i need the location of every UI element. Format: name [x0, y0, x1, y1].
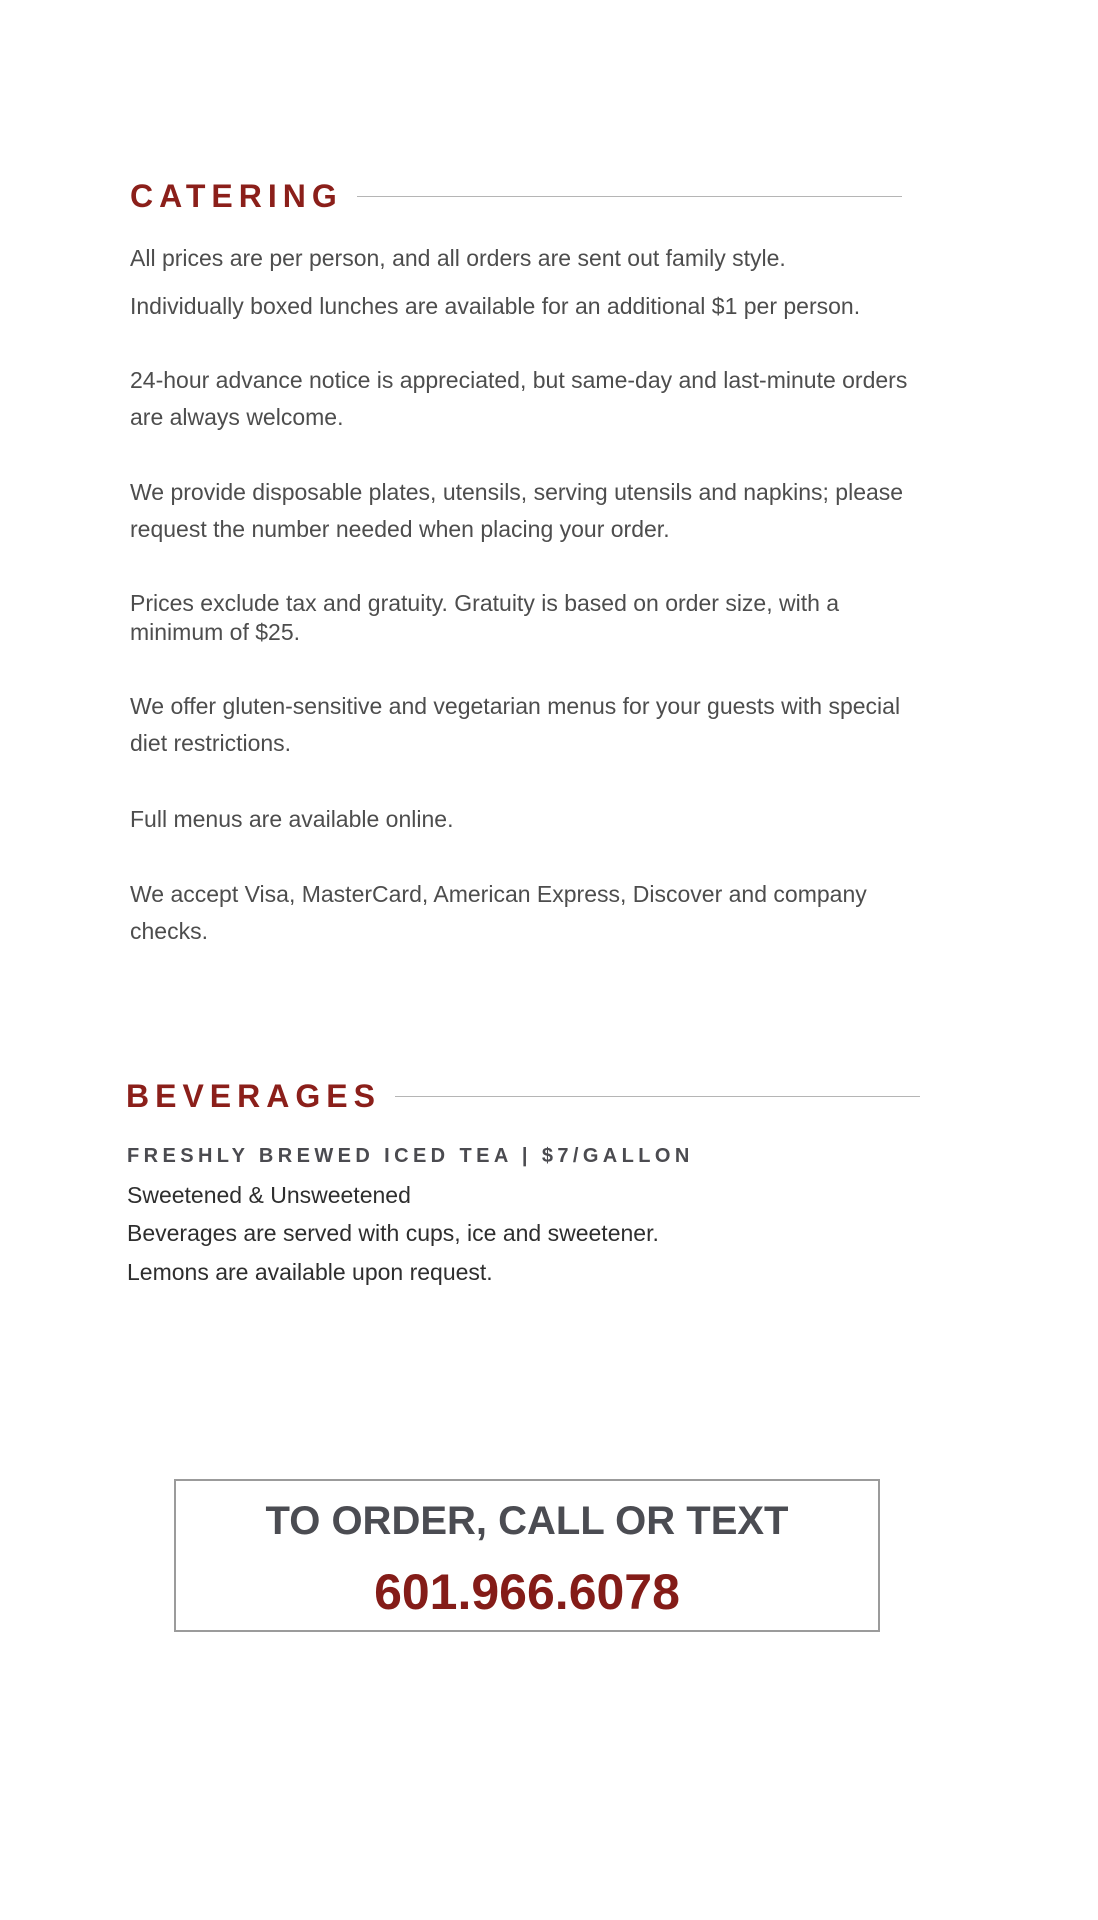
catering-paragraph: 24-hour advance notice is appreciated, but same-day and last-minute orders are always welcome.: [130, 367, 908, 430]
catering-divider: [357, 196, 902, 197]
order-callout-box: [174, 1479, 880, 1632]
beverage-item-heading: FRESHLY BREWED ICED TEA | $7/GALLON: [127, 1145, 694, 1167]
beverage-line: Sweetened & Unsweetened: [127, 1182, 411, 1208]
beverage-line: Lemons are available upon request.: [127, 1259, 493, 1285]
order-label: TO ORDER, CALL OR TEXT: [265, 1499, 789, 1543]
catering-paragraph: Individually boxed lunches are available for an additional $1 per person.: [130, 293, 861, 319]
catering-section-header: [130, 178, 902, 215]
catering-paragraph: All prices are per person, and all orders are sent out family style.: [130, 245, 786, 271]
beverages-divider: [395, 1096, 920, 1097]
beverages-section-header: [126, 1078, 920, 1115]
beverage-line: Beverages are served with cups, ice and sweetener.: [127, 1220, 659, 1246]
order-phone-number[interactable]: 601.966.6078: [374, 1564, 680, 1620]
beverages-title: BEVERAGES: [126, 1078, 381, 1114]
catering-paragraph: We offer gluten-sensitive and vegetarian menus for your guests with special diet restrictions.: [130, 693, 901, 756]
catering-paragraph: We provide disposable plates, utensils, serving utensils and napkins; please request the number needed when placing your order.: [130, 479, 904, 542]
catering-paragraph: Prices exclude tax and gratuity. Gratuity is based on order size, with a minimum of $25.: [130, 590, 840, 645]
catering-paragraph: We accept Visa, MasterCard, American Express, Discover and company checks.: [130, 881, 867, 944]
catering-title: CATERING: [130, 178, 343, 214]
catering-paragraph: Full menus are available online.: [130, 806, 454, 832]
